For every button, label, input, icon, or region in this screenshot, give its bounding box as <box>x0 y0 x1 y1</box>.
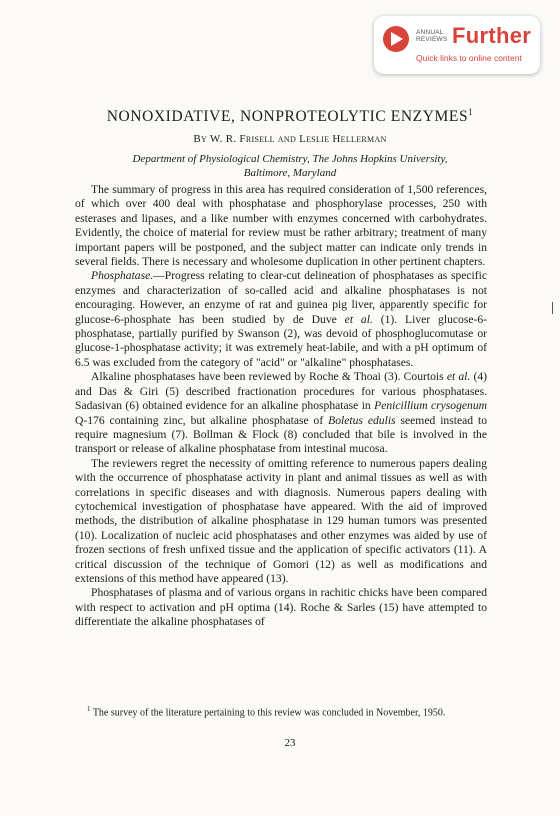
paragraph-alkaline <box>75 370 487 456</box>
footnote <box>75 703 487 719</box>
page-number: 23 <box>284 737 296 749</box>
species-name-boletus: Boletus edulis <box>328 413 396 427</box>
article-title <box>70 107 510 126</box>
badge-further-label: Further <box>452 23 532 48</box>
paragraph-phosphatase-text-a: —Progress relating to clear-cut delineation of phosphatases as specific enzymes and characterization of so-called acid and alkaline phosphatases is not encouraging. However, an enzyme of rat and guinea pig liver, apparently specific for glucose-6-phosphate has been studied by de Duve <box>75 269 487 326</box>
margin-mark <box>552 302 553 314</box>
badge-reviews-label: REVIEWS <box>416 36 448 43</box>
paragraph-alkaline-text-c: Q-176 containing zinc, but alkaline phosphatase of <box>75 413 329 427</box>
et-al-italic: et al. <box>446 370 471 384</box>
article-authors <box>70 133 510 145</box>
annual-reviews-logo-icon <box>383 26 409 52</box>
paragraph-phosphatase <box>75 269 487 370</box>
further-badge[interactable] <box>374 16 540 74</box>
affiliation-line-2: Baltimore, Maryland <box>243 167 337 179</box>
paragraph-alkaline-text-a: Alkaline phosphatases have been reviewed by Roche & Thoai (3). Courtois <box>91 370 447 384</box>
paragraph-alkaline-text-d: seemed instead to require magnesium (7). Bollman & Flock (8) concluded that bile is involved in the transport or release of alkaline phosphatase from intestinal mucosa. <box>75 413 487 456</box>
authors-text: By W. R. Frisell and Leslie Hellerman <box>193 133 387 145</box>
article-affiliation <box>70 152 510 180</box>
footnote-text: The survey of the literature pertaining to this review was concluded in November, 1950. <box>90 707 446 719</box>
species-name-penicillium: Penicillium crysogenum <box>374 399 487 413</box>
paragraph-alkaline-text-b: (4) and Das & Giri (5) described fractionation procedures for various phosphatases. Sadasivan (6) obtained evidence for an alkaline phosphatase in <box>75 370 487 413</box>
paragraph-plasma: Phosphatases of plasma and of various organs in rachitic chicks have been compared with respect to activation and pH optima (14). Roche & Sarles (15) have attempted to differentiate the alkaline phosphatases of <box>75 586 487 629</box>
paragraph-reviewers: The reviewers regret the necessity of omitting reference to numerous papers dealing with the occurrence of phosphatase activity in plant and animal tissues as well as with correlations in specific diseases and with diagnosis. Numerous papers dealing with cytochemical investigation of phosphatase have appeared. With the aid of improved methods, the distribution of alkaline phosphatase in 129 human tumors was presented (10). Localization of nucleic acid phosphatases and other enzymes was aided by use of frozen sections of fresh unfixed tissue and the application of specific activators (11). A critical discussion of the technique of Gomori (12) as well as modifications and extensions of this method have appeared (13). <box>75 456 487 585</box>
title-footnote-mark[interactable]: 1 <box>468 107 474 117</box>
section-heading-phosphatase: Phosphatase. <box>91 269 154 283</box>
footnote-mark: 1 <box>87 705 91 713</box>
badge-quick-links-label: Quick links to online content <box>416 53 522 63</box>
affiliation-line-1: Department of Physiological Chemistry, The Johns Hopkins University, <box>132 153 448 165</box>
et-al-italic: et al. <box>344 312 373 326</box>
article-body <box>75 183 487 630</box>
paragraph-intro: The summary of progress in this area has required consideration of 1,500 references, of which over 400 deal with phosphatase and phosphorylase processes, 250 with esterases and lipases, and a like number with enzymes concerned with carbohydrates. Evidently, the choice of material for review must be rather arbitrary; treatment of many important papers will be postponed, and the subject matter can indicate only trends in several fields. There is necessary and wholesome duplication in other pertinent chapters. <box>75 183 487 269</box>
paragraph-phosphatase-text-b: (1). Liver glucose-6-phosphatase, partially purified by Swanson (2), was devoid of phosphoglucomutase or glucose-1-phosphatase activity; it was extremely heat-labile, and with a pH optimum of 6.5 was excluded from the category of "acid" or "alkaline" phosphatases. <box>75 312 487 369</box>
badge-annual-label: ANNUAL <box>416 29 444 36</box>
article-title-text: NONOXIDATIVE, NONPROTEOLYTIC ENZYMES <box>106 108 469 126</box>
